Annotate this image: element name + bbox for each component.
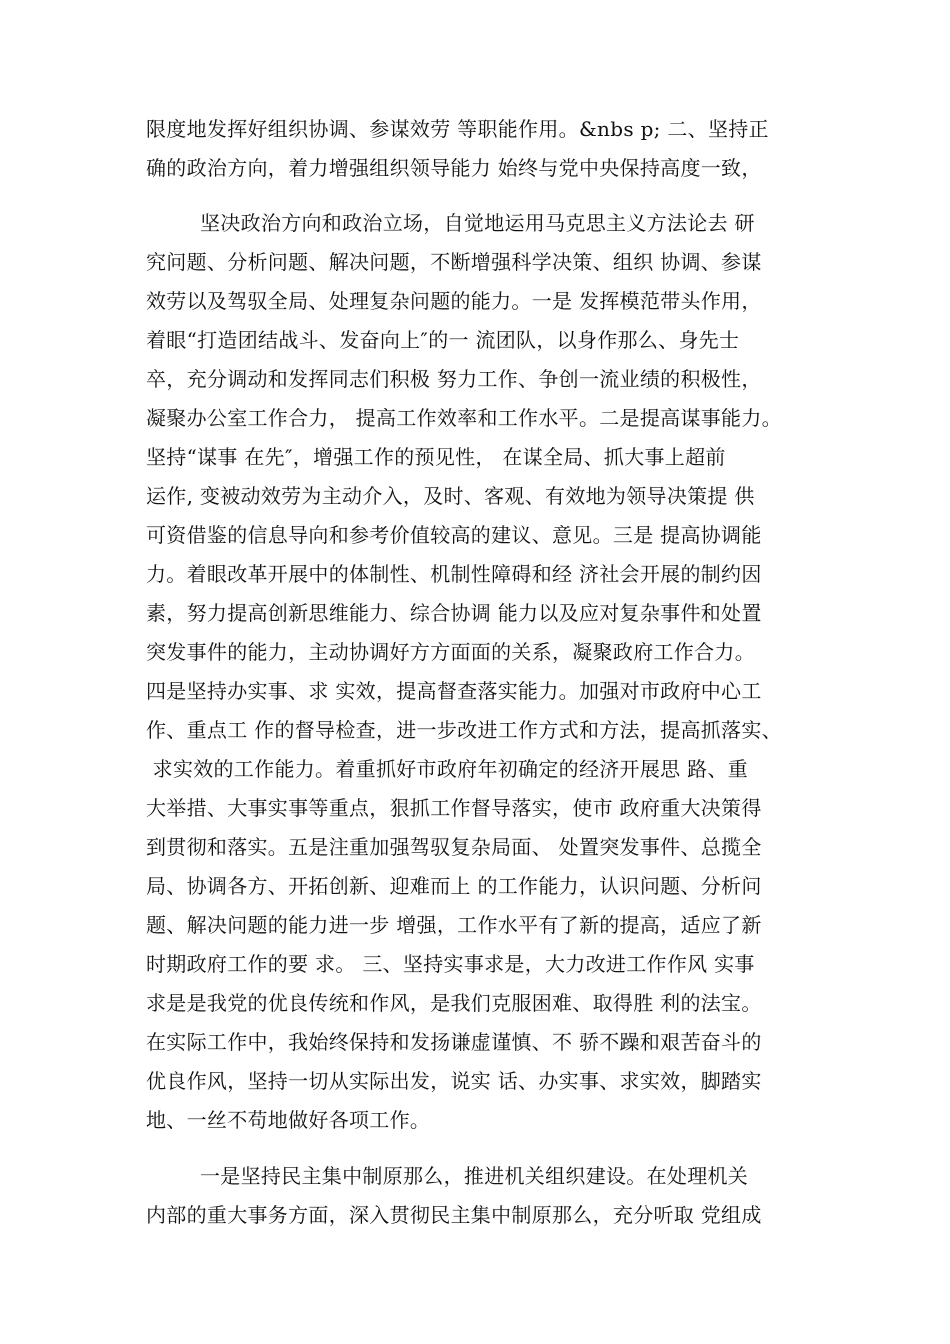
text-line: 地、一丝不苟地做好各项工作。 [146, 1108, 431, 1132]
text-line: 局、协调各方、开拓创新、迎难而上 的工作能力，认识问题、分析问 [146, 874, 762, 898]
text-line: 在实际工作中，我始终保持和发扬谦虚谨慎、不 骄不躁和艰苦奋斗的 [146, 1030, 762, 1054]
text-line: 素，努力提高创新思维能力、综合协调 能力以及应对复杂事件和处置 [146, 601, 762, 625]
text-line: 究问题、分析问题、解决问题，不断增强科学决策、组织 协调、参谋 [146, 250, 762, 274]
text-line: 到贯彻和落实。五是注重加强驾驭复杂局面、 处置突发事件、总揽全 [146, 835, 762, 859]
text-line: 四是坚持办实事、求 实效，提高督查落实能力。加强对市政府中心工 [146, 679, 762, 703]
text-line: 效劳以及驾驭全局、处理复杂问题的能力。一是 发挥模范带头作用， [146, 289, 762, 313]
text-line: 作、重点工 作的督导检查，进一步改进工作方式和方法，提高抓落实、 [146, 718, 782, 742]
text-line: 确的政治方向，着力增强组织领导能力 始终与党中央保持高度一致， [146, 156, 762, 180]
text-line: 求是是我党的优良传统和作风，是我们克服困难、取得胜 利的法宝。 [146, 991, 762, 1015]
text-line: 可资借鉴的信息导向和参考价值较高的建议、意见。三是 提高协调能 [146, 523, 762, 547]
text-line: 坚持“谋事 在先″，增强工作的预见性， 在谋全局、抓大事上超前 [146, 445, 726, 469]
text-line: 力。着眼改革开展中的体制性、机制性障碍和经 济社会开展的制约因 [146, 562, 762, 586]
text-line: 运作, 变被动效劳为主动介入，及时、客观、有效地为领导决策提 供 [146, 484, 755, 508]
text-line: 求实效的工作能力。着重抓好市政府年初确定的经济开展思 路、重 [146, 757, 749, 781]
text-line: 大举措、大事实事等重点，狠抓工作督导落实，使市 政府重大决策得 [146, 796, 762, 820]
paragraph-first-line: 坚决政治方向和政治立场，自觉地运用马克思主义方法论去 研 [200, 211, 755, 235]
paragraph-first-line: 一是坚持民主集中制原那么，推进机关组织建设。在处理机关 [200, 1164, 749, 1188]
text-line: 突发事件的能力，主动协调好方方面面的关系，凝聚政府工作合力。 [146, 640, 755, 664]
text-line: 题、解决问题的能力进一步 增强，工作水平有了新的提高，适应了新 [146, 913, 762, 937]
text-line: 内部的重大事务方面，深入贯彻民主集中制原那么，充分听取 党组成 [146, 1203, 762, 1227]
text-line: 凝聚办公室工作合力， 提高工作效率和工作水平。二是提高谋事能力。 [146, 406, 782, 430]
text-line: 优良作风，坚持一切从实际出发，说实 话、办实事、求实效，脚踏实 [146, 1069, 762, 1093]
text-line: 卒，充分调动和发挥同志们积极 努力工作、争创一流业绩的积极性， [146, 367, 762, 391]
text-line: 着眼“打造团结战斗、发奋向上″的一 流团队，以身作那么、身先士 [146, 328, 740, 352]
text-line: 限度地发挥好组织协调、参谋效劳 等职能作用。&nbs p; 二、坚持正 [146, 117, 769, 141]
text-line: 时期政府工作的要 求。 三、坚持实事求是，大力改进工作作风 实事 [146, 952, 755, 976]
